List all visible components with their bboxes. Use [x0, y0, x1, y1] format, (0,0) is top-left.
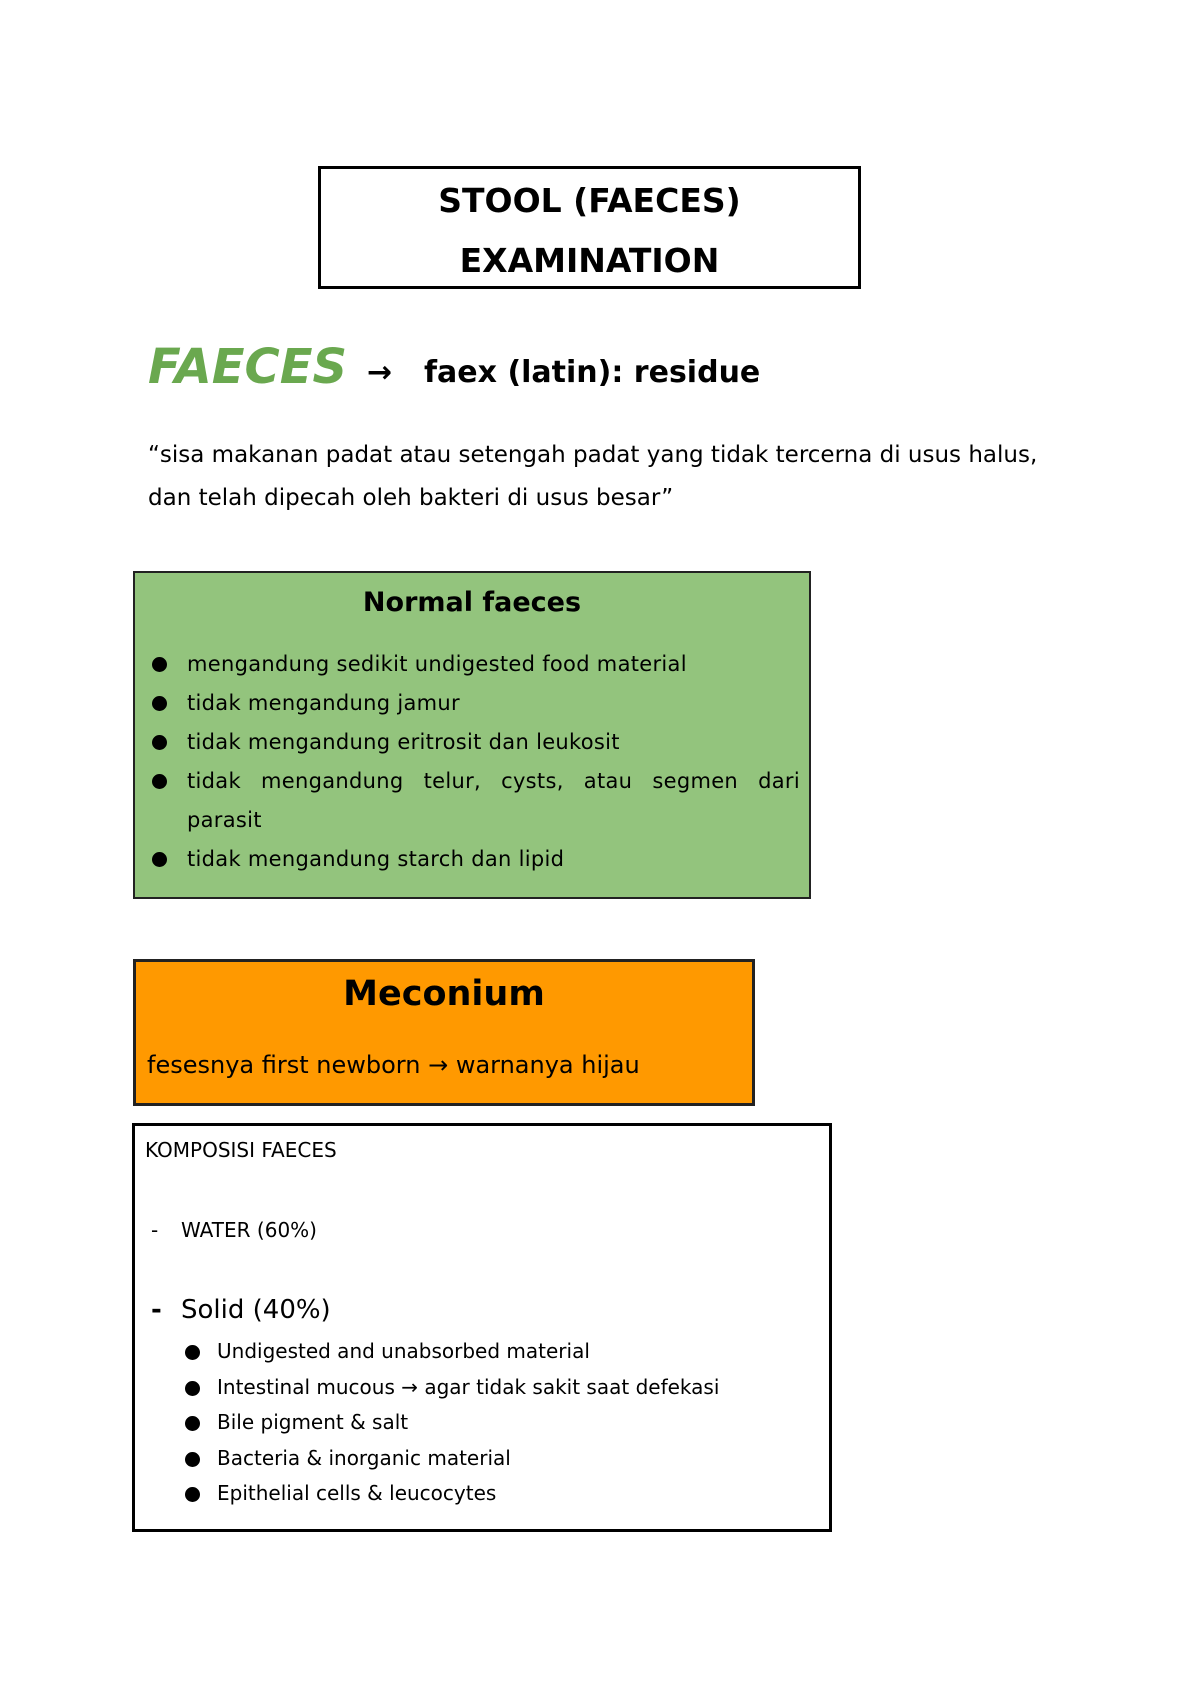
normal-faeces-list	[150, 645, 800, 879]
bullet-icon	[185, 1381, 200, 1396]
title-box	[318, 166, 861, 289]
definition-quote: “sisa makanan padat atau setengah padat yang tidak tercerna di usus halus, dan telah dipecah oleh bakteri di usus besar”	[148, 442, 1038, 511]
faeces-term: FAECES	[148, 339, 348, 395]
right-arrow-icon: →	[367, 355, 393, 390]
list-item: mengandung sedikit undigested food material	[150, 645, 800, 684]
bullet-icon	[152, 696, 167, 711]
list-item: tidak mengandung jamur	[150, 684, 800, 723]
komposisi-box	[132, 1123, 832, 1532]
list-item: tidak mengandung eritrosit dan leukosit	[150, 723, 800, 762]
list-item: Bile pigment & salt	[183, 1405, 803, 1441]
normal-faeces-title: Normal faeces	[362, 587, 582, 618]
meconium-text: fesesnya first newborn → warnanya hijau	[147, 1051, 640, 1079]
solid-label: Solid (40%)	[181, 1295, 331, 1325]
faeces-meaning: faex (latin): residue	[424, 355, 761, 390]
bullet-icon	[185, 1345, 200, 1360]
normal-faeces-box	[133, 571, 811, 899]
komposisi-title: KOMPOSISI FAECES	[145, 1138, 337, 1162]
bullet-icon	[185, 1452, 200, 1467]
meconium-title: Meconium	[343, 974, 545, 1014]
bullet-icon	[152, 735, 167, 750]
bullet-icon	[152, 852, 167, 867]
definition-row	[148, 336, 1048, 406]
bullet-icon	[185, 1487, 200, 1502]
list-item: Intestinal mucous → agar tidak sakit saat defekasi	[183, 1370, 803, 1406]
dash-marker: -	[151, 1218, 159, 1242]
solid-components-list	[183, 1334, 803, 1512]
bullet-icon	[152, 774, 167, 789]
list-item: tidak mengandung telur, cysts, atau segmen dari parasit	[150, 762, 800, 840]
water-label: WATER (60%)	[181, 1218, 317, 1242]
bullet-icon	[185, 1416, 200, 1431]
page-title-line-1: STOOL (FAECES)	[438, 181, 741, 220]
bullet-icon	[152, 657, 167, 672]
meconium-box	[133, 959, 755, 1106]
list-item: tidak mengandung starch dan lipid	[150, 840, 800, 879]
list-item: Undigested and unabsorbed material	[183, 1334, 803, 1370]
list-item: Epithelial cells & leucocytes	[183, 1476, 803, 1512]
page-title-line-2: EXAMINATION	[459, 241, 720, 280]
list-item: Bacteria & inorganic material	[183, 1441, 803, 1477]
dash-marker: -	[151, 1295, 162, 1325]
